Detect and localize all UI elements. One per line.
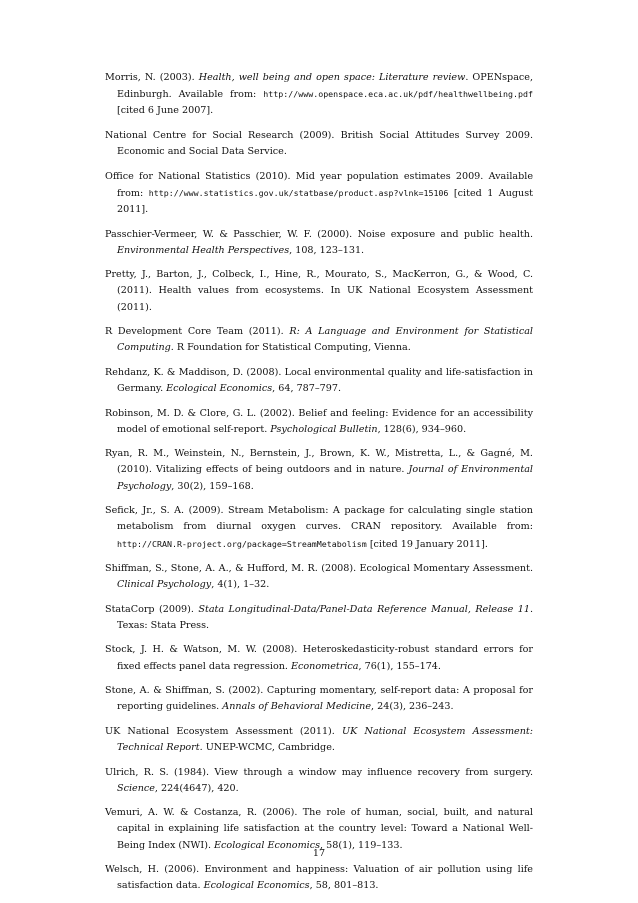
reference-entry	[105, 446, 533, 495]
reference-italic-text: Ecological Economics	[203, 880, 310, 892]
reference-italic-text: UK National Ecosystem Assessment: Technical Report	[117, 725, 534, 754]
reference-text: . OPENspace, Edinburgh. Available from:	[117, 72, 534, 101]
reference-text: , 30(2), 159–168.	[171, 480, 254, 492]
reference-list	[105, 70, 533, 903]
reference-text: . Texas: Stata Press.	[117, 603, 533, 631]
reference-entry	[105, 227, 533, 259]
reference-text: , 24(3), 236–243.	[371, 701, 454, 713]
reference-italic-text: Ecological Economics	[214, 839, 321, 851]
reference-text: Stone, A. & Shiffman, S. (2002). Capturing momentary, self-report data: A proposal for reporting guidelines.	[105, 685, 533, 713]
reference-text: . R Foundation for Statistical Computing, Vienna.	[170, 342, 411, 354]
reference-text: National Centre for Social Research (2009). British Social Attitudes Survey 2009. Economic and Social Data Service.	[105, 129, 533, 158]
reference-italic-text: Econometrica	[291, 660, 359, 672]
reference-text: Robinson, M. D. & Clore, G. L. (2002). Belief and feeling: Evidence for an accessibility model of emotional self-report.	[105, 407, 533, 435]
reference-url: http://www.statistics.gov.uk/statbase/product.asp?vlnk=15106	[148, 187, 449, 198]
reference-text: , 58(1), 119–133.	[320, 839, 403, 851]
reference-text: Sefick, Jr., S. A. (2009). Stream Metabolism: A package for calculating single station metabolism from diurnal oxygen curves. CRAN repository. Available from:	[105, 505, 533, 533]
reference-text: [cited 6 June 2007].	[117, 105, 214, 117]
reference-text: R Development Core Team (2011).	[105, 326, 290, 338]
reference-text: Welsch, H. (2006). Environment and happiness: Valuation of air pollution using life satisfaction data.	[105, 864, 533, 892]
reference-text: Morris, N. (2003).	[105, 72, 199, 83]
page-number: 17	[312, 848, 326, 859]
reference-italic-text: Journal of Environmental Psychology	[117, 464, 533, 492]
reference-text: [cited 19 January 2011].	[366, 538, 488, 550]
reference-entry	[105, 365, 533, 397]
reference-entry	[105, 406, 533, 438]
reference-italic-text: Stata Longitudinal-Data/Panel-Data Reference Manual, Release 11	[198, 603, 530, 615]
reference-entry	[105, 324, 533, 356]
reference-text: Ulrich, R. S. (1984). View through a window may influence recovery from surgery.	[105, 766, 533, 778]
reference-italic-text: Annals of Behavioral Medicine	[222, 701, 372, 713]
reference-text: , 4(1), 1–32.	[211, 579, 270, 591]
reference-url: http://www.openspace.eca.ac.uk/pdf/healthwellbeing.pdf	[263, 89, 533, 100]
reference-text: , 128(6), 934–960.	[377, 423, 467, 435]
reference-entry	[105, 765, 533, 797]
reference-text: , 224(4647), 420.	[154, 782, 239, 794]
reference-text: . UNEP-WCMC, Cambridge.	[199, 742, 335, 754]
reference-text: Rehdanz, K. & Maddison, D. (2008). Local environmental quality and life-satisfaction in Germany.	[105, 366, 533, 395]
reference-italic-text: Health, well being and open space: Literature review	[198, 72, 466, 83]
reference-entry	[105, 267, 533, 316]
reference-italic-text: Psychological Bulletin	[270, 423, 378, 435]
reference-text: Vemuri, A. W. & Costanza, R. (2006). The role of human, social, built, and natural capital in explaining life satisfaction at the country level: Toward a National Well-Being Index (NWI).	[105, 807, 533, 851]
reference-italic-text: R: A Language and Environment for Statistical Computing	[117, 326, 533, 354]
reference-italic-text: Science	[117, 782, 155, 794]
reference-entry	[105, 561, 533, 593]
reference-text: , 108, 123–131.	[289, 244, 365, 256]
reference-italic-text: Ecological Economics	[166, 383, 273, 395]
reference-text: , 76(1), 155–174.	[358, 660, 441, 672]
reference-text: StataCorp (2009).	[105, 603, 199, 615]
reference-entry	[105, 128, 533, 160]
reference-text: , 64, 787–797.	[272, 383, 342, 395]
reference-text: UK National Ecosystem Assessment (2011).	[105, 725, 343, 737]
reference-text: Shiffman, S., Stone, A. A., & Hufford, M. R. (2008). Ecological Momentary Assessment.	[105, 563, 533, 575]
reference-entry	[105, 503, 533, 553]
reference-entry	[105, 602, 533, 634]
reference-text: Ryan, R. M., Weinstein, N., Bernstein, J., Brown, K. W., Mistretta, L., & Gagné, M. (2010). Vitalizing effects of being outdoors and in nature.	[105, 448, 533, 476]
reference-text: Stock, J. H. & Watson, M. W. (2008). Heteroskedasticity-robust standard errors for fixed effects panel data regression.	[105, 644, 533, 672]
reference-entry	[105, 724, 533, 756]
reference-italic-text: Clinical Psychology	[117, 579, 212, 591]
reference-url: http://CRAN.R-project.org/package=StreamMetabolism	[117, 538, 367, 549]
reference-entry	[105, 169, 533, 219]
reference-text: Passchier-Vermeer, W. & Passchier, W. F. (2000). Noise exposure and public health.	[105, 228, 533, 240]
reference-text: Office for National Statistics (2010). Mid year population estimates 2009. Available from:	[105, 170, 533, 199]
reference-entry	[105, 642, 533, 674]
reference-entry	[105, 683, 533, 715]
reference-text: , 58, 801–813.	[309, 880, 379, 892]
reference-entry	[105, 70, 533, 120]
reference-entry	[105, 805, 533, 854]
reference-text: Pretty, J., Barton, J., Colbeck, I., Hine, R., Mourato, S., MacKerron, G., & Wood, C. (2011). Health values from ecosystems. In UK National Ecosystem Assessment (2011).	[105, 269, 533, 313]
reference-text: [cited 1 August 2011].	[117, 187, 533, 216]
reference-entry	[105, 862, 533, 894]
reference-italic-text: Environmental Health Perspectives	[117, 244, 290, 256]
